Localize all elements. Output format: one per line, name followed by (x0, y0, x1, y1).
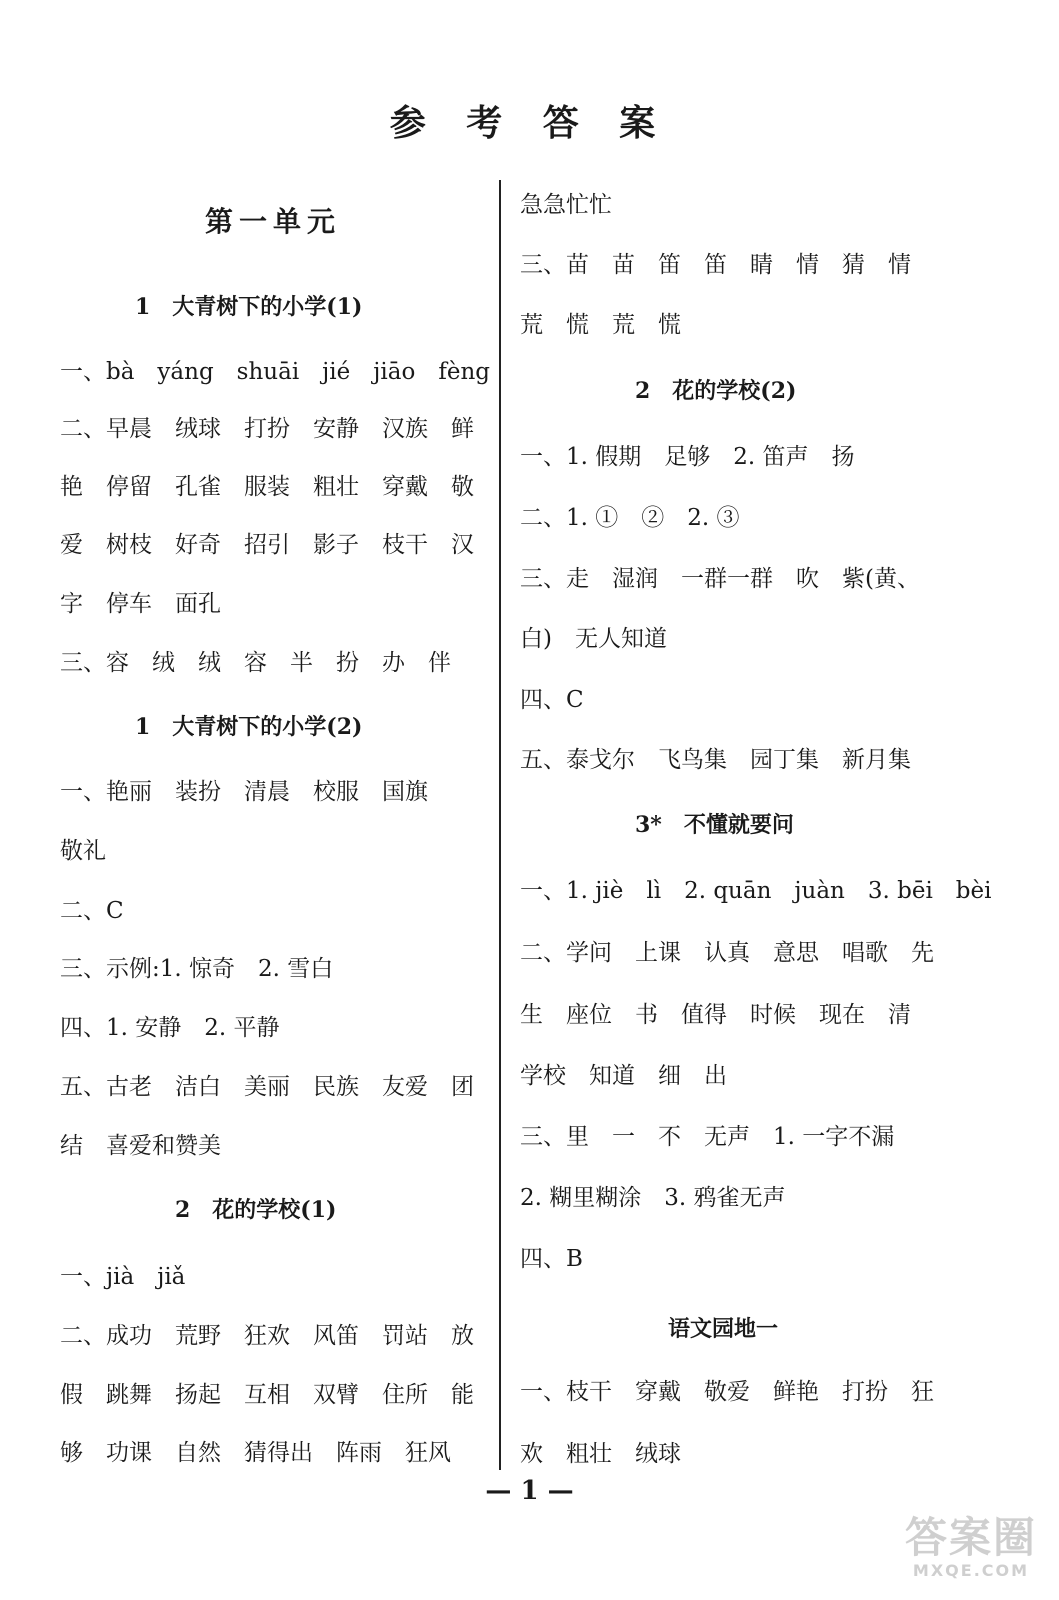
lesson-heading-4: 2 花的学校(2) (635, 378, 797, 404)
answer-line: 二、成功 荒野 狂欢 风笛 罚站 放 (60, 1323, 474, 1349)
page-title: 参 考 答 案 (389, 102, 670, 144)
answer-line: 四、B (520, 1246, 583, 1272)
answer-line: 一、bà yáng shuāi jié jiāo fèng (60, 359, 490, 385)
answer-line: 假 跳舞 扬起 互相 双臂 住所 能 (60, 1382, 474, 1408)
answer-line: 一、枝干 穿戴 敬爱 鲜艳 打扮 狂 (520, 1379, 934, 1405)
unit-heading: 第一单元 (205, 205, 342, 238)
answer-line: 三、里 一 不 无声 1. 一字不漏 (520, 1124, 895, 1150)
answer-line: 一、1. jiè lì 2. quān juàn 3. bēi bèi (520, 878, 992, 904)
lesson-heading-5: 3* 不懂就要问 (635, 812, 794, 838)
lesson-heading-1: 1 大青树下的小学(1) (135, 294, 363, 320)
answer-line: 三、苗 苗 笛 笛 睛 情 猜 情 (520, 252, 911, 278)
answer-line: 欢 粗壮 绒球 (520, 1441, 681, 1467)
answer-line: 2. 糊里糊涂 3. 鸦雀无声 (520, 1185, 786, 1211)
answer-line: 结 喜爱和赞美 (60, 1133, 221, 1159)
answer-line: 五、古老 洁白 美丽 民族 友爱 团 (60, 1074, 474, 1100)
answer-line: 生 座位 书 值得 时候 现在 清 (520, 1002, 911, 1028)
answer-line: 学校 知道 细 出 (520, 1063, 727, 1089)
answer-line: 荒 慌 荒 慌 (520, 312, 681, 338)
answer-line: 三、示例:1. 惊奇 2. 雪白 (60, 956, 334, 982)
answer-line: 艳 停留 孔雀 服装 粗壮 穿戴 敬 (60, 474, 474, 500)
answer-line: 二、C (60, 898, 124, 924)
answer-line: 二、早晨 绒球 打扮 安静 汉族 鲜 (60, 416, 474, 442)
lesson-heading-3: 2 花的学校(1) (175, 1197, 337, 1223)
watermark-url: MXQE.COM (912, 1561, 1030, 1580)
answer-line: 白) 无人知道 (520, 626, 667, 652)
watermark-logo (905, 1505, 1037, 1580)
answer-line: 爱 树枝 好奇 招引 影子 枝干 汉 (60, 532, 474, 558)
answer-line: 一、1. 假期 足够 2. 笛声 扬 (520, 444, 855, 470)
answer-line: 字 停车 面孔 (60, 591, 221, 617)
answer-line: 三、容 绒 绒 容 半 扮 办 伴 (60, 650, 451, 676)
answer-line: 够 功课 自然 猜得出 阵雨 狂风 (60, 1440, 451, 1466)
column-divider (499, 180, 501, 1470)
answer-line: 三、走 湿润 一群一群 吹 紫(黄、 (520, 566, 920, 592)
page-number: — 1 — (485, 1476, 574, 1506)
answer-line: 四、C (520, 687, 584, 713)
answer-line: 敬礼 (60, 838, 106, 864)
answer-line: 五、泰戈尔 飞鸟集 园丁集 新月集 (520, 747, 911, 773)
answer-line: 二、1. ① ② 2. ③ (520, 505, 740, 531)
answer-line: 二、学问 上课 认真 意思 唱歌 先 (520, 940, 934, 966)
lesson-heading-6: 语文园地一 (668, 1316, 779, 1342)
answer-line: 急急忙忙 (520, 192, 612, 218)
watermark-text: 答案圈 (904, 1513, 1037, 1562)
answer-line: 四、1. 安静 2. 平静 (60, 1015, 280, 1041)
answer-line: 一、jià jiǎ (60, 1264, 186, 1290)
answer-line: 一、艳丽 装扮 清晨 校服 国旗 (60, 779, 428, 805)
lesson-heading-2: 1 大青树下的小学(2) (135, 714, 363, 740)
